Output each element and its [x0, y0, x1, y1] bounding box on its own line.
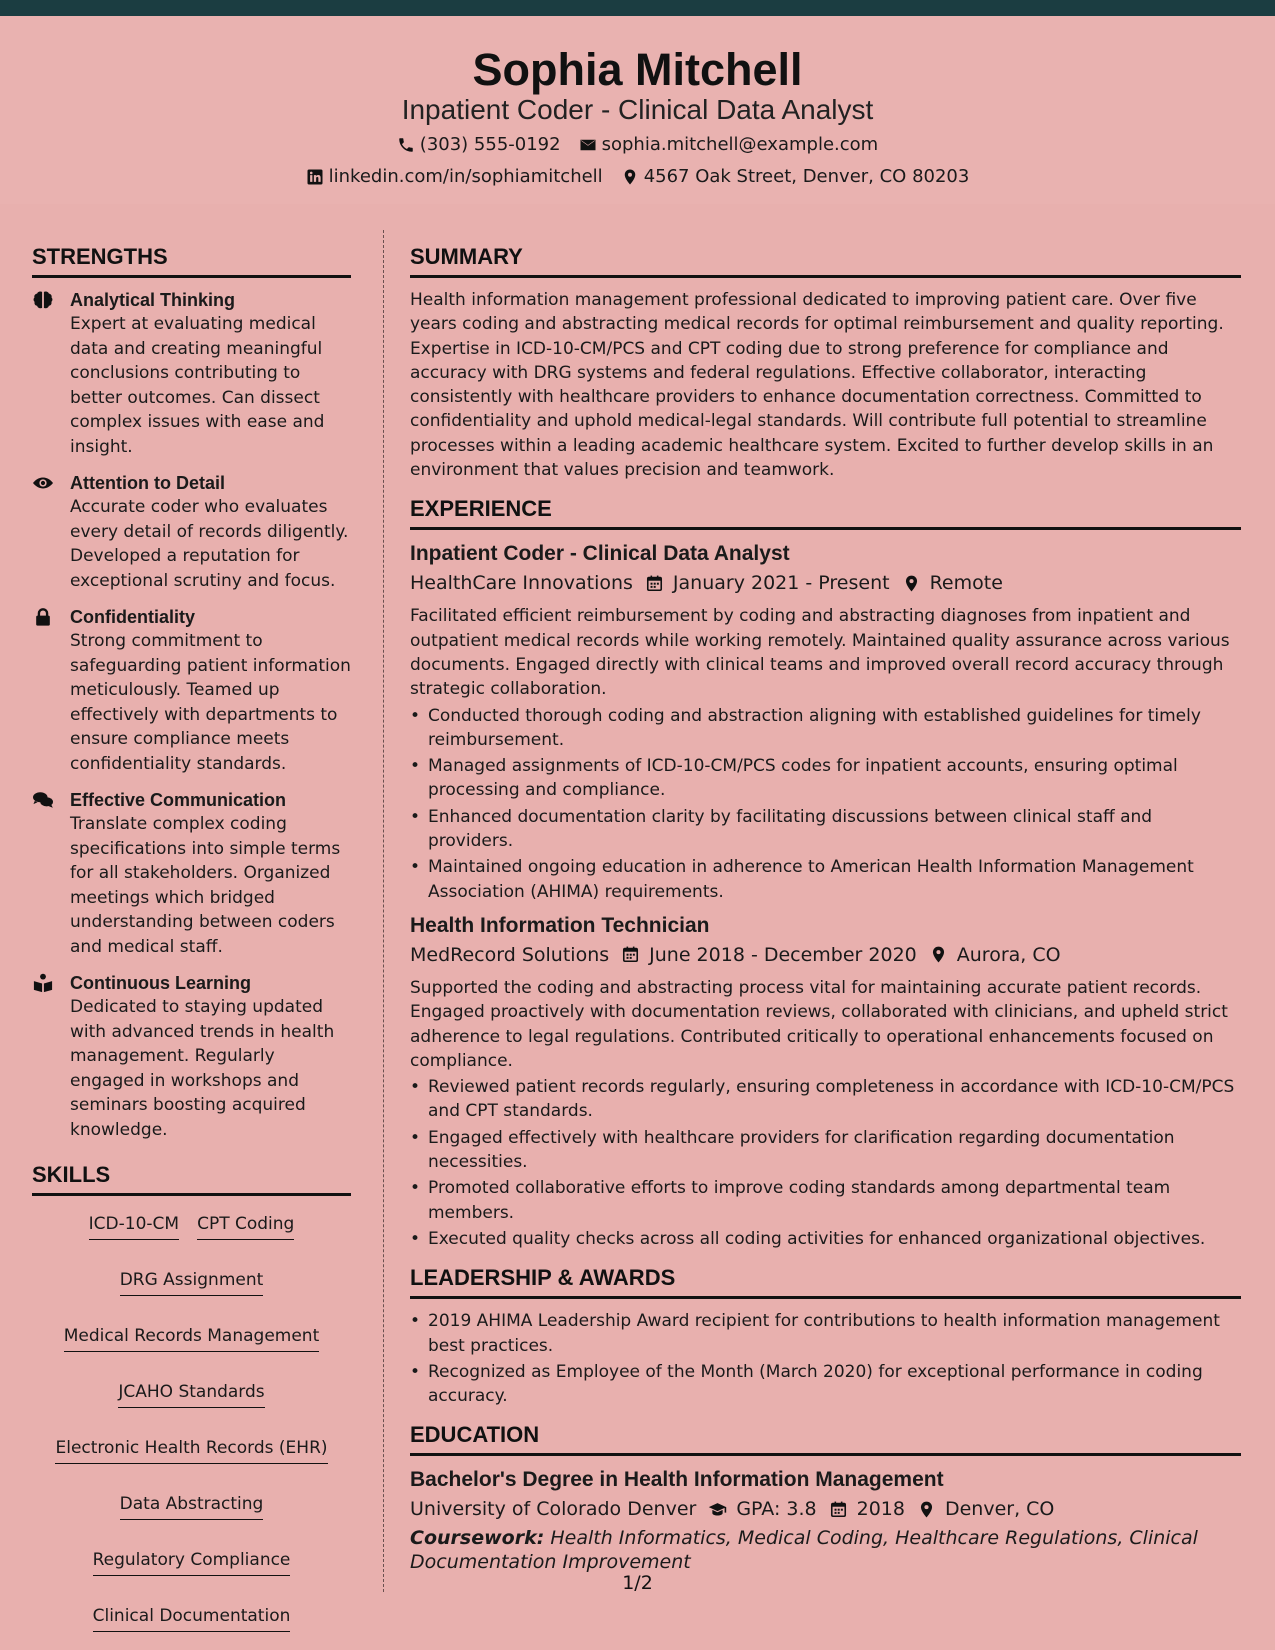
experience-heading: EXPERIENCE: [410, 496, 1241, 530]
strength-item: [32, 471, 351, 593]
strength-desc: Dedicated to staying updated with advanced trends in health management. Regularly engaged in workshops and seminars boosting acquired knowledge.: [70, 997, 335, 1140]
award-item: • 2019 AHIMA Leadership Award recipient for contributions to health information management best practices.: [410, 1309, 1241, 1358]
education-location-text: Denver, CO: [944, 1498, 1055, 1521]
bullet-item: • Enhanced documentation clarity by facilitating discussions between clinical staff and providers.: [410, 805, 1241, 854]
job-dates-text: June 2018 - December 2020: [649, 943, 917, 966]
strength-item: [32, 788, 351, 959]
phone-text: (303) 555-0192: [419, 134, 561, 155]
column-divider: [383, 230, 384, 1592]
strength-item: [32, 971, 351, 1142]
top-accent-bar: [0, 0, 1275, 16]
job-title: Inpatient Coder - Clinical Data Analyst: [410, 542, 790, 566]
job-entry: [410, 540, 1241, 904]
job-location: [902, 568, 1003, 598]
bullet-item: • Maintained ongoing education in adherence to American Health Information Management Association (AHIMA) requirements.: [410, 855, 1241, 904]
map-marker-icon: [929, 945, 948, 964]
resume-header: [0, 16, 1275, 204]
strength-name: Continuous Learning: [70, 973, 251, 993]
contact-row-2: [0, 166, 1275, 187]
calendar-icon: [621, 945, 640, 964]
year-text: 2018: [856, 1498, 905, 1521]
linkedin-text: linkedin.com/in/sophiamitchell: [328, 166, 603, 187]
job-company: MedRecord Solutions: [410, 943, 610, 966]
map-marker-icon: [621, 168, 639, 186]
skills-list: [32, 1206, 351, 1632]
job-bullets: [410, 704, 1241, 904]
address-text: 4567 Oak Street, Denver, CO 80203: [643, 166, 970, 187]
bullet-item: • Promoted collaborative efforts to improve coding standards among departmental team members.: [410, 1176, 1241, 1225]
strength-name: Attention to Detail: [70, 473, 225, 493]
email-text: sophia.mitchell@example.com: [601, 134, 879, 155]
job-location: [929, 940, 1061, 970]
job-bullets: [410, 1075, 1241, 1251]
strength-name: Confidentiality: [70, 607, 195, 627]
bullet-item: • Conducted thorough coding and abstraction aligning with established guidelines for timely reimbursement.: [410, 704, 1241, 753]
envelope-icon: [579, 136, 597, 154]
skill-tag: Data Abstracting: [120, 1492, 264, 1520]
skill-tag: CPT Coding: [197, 1212, 294, 1240]
strength-name: Analytical Thinking: [70, 290, 236, 310]
summary-heading: SUMMARY: [410, 244, 1241, 278]
job-title: Health Information Technician: [410, 913, 710, 937]
strength-name: Effective Communication: [70, 790, 287, 810]
strengths-heading: STRENGTHS: [32, 244, 351, 278]
education-location: [917, 1494, 1054, 1524]
coursework: [410, 1526, 1241, 1574]
job-meta: [410, 568, 1241, 598]
job-meta: [410, 940, 1241, 970]
candidate-title: Inpatient Coder - Clinical Data Analyst: [401, 94, 874, 125]
skill-tag: DRG Assignment: [120, 1268, 264, 1296]
right-column: [410, 244, 1241, 1574]
gpa-text: GPA: 3.8: [736, 1498, 817, 1521]
map-marker-icon: [902, 574, 921, 593]
skill-tag: Clinical Documentation: [93, 1604, 291, 1632]
calendar-icon: [829, 1500, 848, 1519]
phone-icon: [397, 136, 415, 154]
bullet-item: • Managed assignments of ICD-10-CM/PCS codes for inpatient accounts, ensuring optimal processing and compliance.: [410, 754, 1241, 803]
calendar-icon: [645, 574, 664, 593]
job-dates: [621, 940, 917, 970]
skill-tag: Electronic Health Records (EHR): [55, 1436, 327, 1464]
book-reader-icon: [32, 971, 56, 1142]
school-name: University of Colorado Denver: [410, 1498, 697, 1521]
lock-icon: [32, 605, 56, 776]
education-heading: EDUCATION: [410, 1422, 1241, 1456]
address-contact: [621, 166, 970, 187]
page-number: 1/2: [622, 1572, 653, 1594]
degree-title: Bachelor's Degree in Health Information Management: [410, 1468, 944, 1492]
contact-row-1: [0, 134, 1275, 155]
comments-icon: [32, 788, 56, 959]
job-description: Supported the coding and abstracting process vital for maintaining accurate patient records. Engaged proactively with documentation reviews, collaborated with clinicians, and upheld strict adherence to legal regulations. Contributed critically to operational enhancements focused on compliance.: [410, 977, 1228, 1071]
skill-tag: Regulatory Compliance: [93, 1548, 291, 1576]
skill-tag: Medical Records Management: [64, 1324, 320, 1352]
graduation-year: [829, 1494, 905, 1524]
leadership-list: [410, 1309, 1241, 1408]
strength-item: [32, 605, 351, 776]
education-meta: [410, 1494, 1241, 1524]
strength-desc: Strong commitment to safeguarding patient information meticulously. Teamed up effectively with departments to ensure compliance meets confidentiality standards.: [70, 631, 351, 774]
bullet-item: • Engaged effectively with healthcare providers for clarification regarding documentation necessities.: [410, 1126, 1241, 1175]
job-dates: [645, 568, 890, 598]
strength-desc: Translate complex coding specifications into simple terms for all stakeholders. Organized meetings which bridged understanding between coders and medical staff.: [70, 814, 341, 957]
summary-text: Health information management professional dedicated to improving patient care. Over five years coding and abstracting medical records for optimal reimbursement and quality reporting. Expertise in ICD-10-CM/PCS and CPT coding due to strong preference for compliance and accuracy with DRG systems and federal regulations. Effective collaborator, interacting consistently with healthcare providers to enhance documentation correctness. Committed to confidentiality and uphold medical-legal standards. Will contribute full potential to streamline processes within a leading academic healthcare system. Excited to further develop skills in an environment that values precision and teamwork.: [410, 290, 1224, 481]
map-marker-icon: [917, 1500, 936, 1519]
strength-desc: Expert at evaluating medical data and creating meaningful conclusions contributing to better outcomes. Can dissect complex issues with ease and insight.: [70, 314, 325, 457]
skill-tag: JCAHO Standards: [118, 1380, 264, 1408]
bullet-item: • Executed quality checks across all coding activities for enhanced organizational objectives.: [410, 1227, 1241, 1251]
skill-tag: ICD-10-CM: [89, 1212, 179, 1240]
linkedin-contact[interactable]: [306, 166, 603, 187]
job-description: Facilitated efficient reimbursement by coding and abstracting diagnoses from inpatient and outpatient medical records while working remotely. Maintained quality assurance across various documents. Engaged directly with clinical teams and improved overall record accuracy through strategic collaboration.: [410, 606, 1230, 700]
linkedin-icon: [306, 168, 324, 186]
leadership-heading: LEADERSHIP & AWARDS: [410, 1265, 1241, 1299]
eye-icon: [32, 471, 56, 593]
strength-item: [32, 288, 351, 459]
candidate-name: Sophia Mitchell: [472, 44, 803, 95]
phone-contact: [397, 134, 561, 155]
left-column: [32, 244, 351, 1632]
bullet-item: • Reviewed patient records regularly, ensuring completeness in accordance with ICD-10-CM/PCS and CPT standards.: [410, 1075, 1241, 1124]
job-entry: [410, 912, 1241, 1251]
job-dates-text: January 2021 - Present: [672, 572, 890, 595]
job-company: HealthCare Innovations: [410, 572, 633, 595]
gpa: [708, 1494, 816, 1524]
email-contact[interactable]: [579, 134, 879, 155]
job-location-text: Remote: [929, 572, 1003, 595]
award-item: • Recognized as Employee of the Month (March 2020) for exceptional performance in coding accuracy.: [410, 1360, 1241, 1409]
job-location-text: Aurora, CO: [956, 943, 1061, 966]
brain-icon: [32, 288, 56, 459]
graduation-cap-icon: [708, 1500, 727, 1519]
coursework-label: Coursework:: [410, 1527, 545, 1550]
strength-desc: Accurate coder who evaluates every detail of records diligently. Developed a reputation for exceptional scrutiny and focus.: [70, 497, 349, 591]
skills-heading: SKILLS: [32, 1162, 351, 1196]
coursework-text: Health Informatics, Medical Coding, Healthcare Regulations, Clinical Documentation Improvement: [410, 1527, 1198, 1574]
